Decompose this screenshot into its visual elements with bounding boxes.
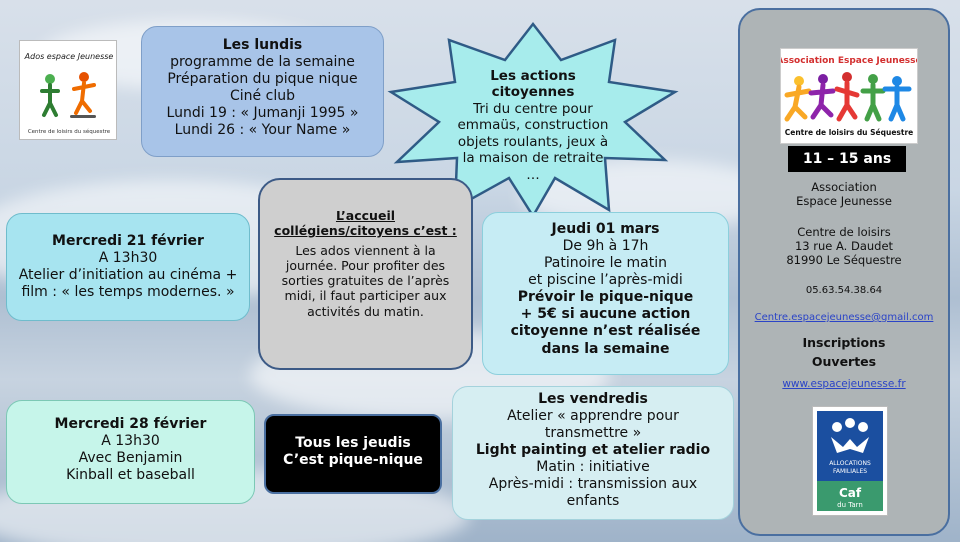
accueil-title: L’accueil collégiens/citoyens c’est :	[274, 208, 457, 239]
pique-nique-line: Tous les jeudis	[295, 435, 411, 451]
address-line: Centre de loisirs	[797, 225, 891, 239]
inscriptions-block	[740, 334, 948, 372]
mercredi-28-title: Mercredi 28 février	[54, 416, 207, 432]
caf-du-tarn-logo	[812, 406, 888, 516]
mercredi-28-card	[6, 400, 255, 504]
pique-nique-line: C’est pique-nique	[283, 452, 423, 469]
actions-line: Tri du centre pour	[473, 100, 593, 117]
assoc-line: Association	[811, 180, 877, 194]
running-kids-icon	[781, 49, 917, 143]
lundis-card	[141, 26, 384, 157]
caf-logo-icon	[813, 407, 887, 515]
accueil-text: Les ados viennent à la journée. Pour profiter des sorties gratuites de l’après midi, il faut participer aux activités du matin.	[281, 242, 450, 319]
actions-line: emmaüs, construction	[457, 117, 609, 134]
mercredi-28-line: Avec Benjamin	[78, 450, 183, 467]
inscriptions-line: Ouvertes	[811, 353, 877, 369]
lundis-line: Lundi 26 : « Your Name »	[174, 122, 351, 139]
logo-left-subtitle-text: Centre de loisirs du séquestre	[27, 129, 111, 135]
caf-text: ALLOCATIONS	[829, 460, 871, 467]
address-block	[740, 225, 948, 267]
jeudi-line: Patinoire le matin	[543, 255, 668, 272]
logo-left-name-text: Ados espace Jeunesse	[24, 52, 114, 61]
actions-citoyennes-text	[455, 68, 611, 183]
kids-illustration-icon	[20, 41, 118, 141]
lundis-line: Ciné club	[230, 88, 295, 105]
vendredis-line: enfants	[566, 493, 620, 510]
vendredis-card	[452, 386, 734, 520]
jeudi-01-mars-card	[482, 212, 729, 375]
vendredis-line: Matin : initiative	[536, 459, 650, 476]
jeudi-line: De 9h à 17h	[562, 238, 649, 255]
lundis-line: Lundi 19 : « Jumanji 1995 »	[166, 105, 359, 122]
jeudi-bold-line: dans la semaine	[541, 340, 670, 357]
assoc-line: Espace Jeunesse	[796, 194, 892, 209]
caf-text: du Tarn	[837, 501, 863, 509]
actions-title: Les actions citoyennes	[490, 68, 576, 101]
mercredi-28-line: Kinball et baseball	[66, 467, 195, 484]
mercredi-21-line: A 13h30	[98, 250, 158, 267]
age-range-badge: 11 – 15 ans	[788, 146, 906, 172]
lundis-line: programme de la semaine	[170, 54, 355, 71]
pique-nique-card	[264, 414, 442, 494]
caf-text: FAMILIALES	[832, 468, 868, 475]
mercredi-21-title: Mercredi 21 février	[52, 233, 204, 249]
mercredi-21-card	[6, 213, 250, 321]
website-link[interactable]: www.espacejeunesse.fr	[782, 378, 906, 390]
address-line: 81990 Le Séquestre	[786, 253, 902, 268]
info-sidebar	[738, 8, 950, 536]
ados-espace-jeunesse-logo	[19, 40, 117, 140]
mercredi-28-line: A 13h30	[101, 433, 160, 450]
logo-bottom-text: Centre de loisirs du Séquestre	[784, 128, 914, 137]
mercredi-21-line: Atelier d’initiation au cinéma +	[18, 267, 238, 284]
lundis-line: Préparation du pique nique	[167, 71, 358, 88]
jeudi-title: Jeudi 01 mars	[551, 221, 660, 237]
logo-top-text: Association Espace Jeunesse	[781, 56, 917, 66]
actions-line: la maison de retraite …	[462, 150, 604, 183]
vendredis-line: Après-midi : transmission aux	[488, 476, 698, 493]
accueil-card	[258, 178, 473, 370]
jeudi-bold-line: Prévoir le pique-nique	[517, 289, 694, 306]
address-line: 13 rue A. Daudet	[794, 239, 894, 254]
lundis-title: Les lundis	[222, 37, 303, 53]
association-block	[740, 180, 948, 208]
jeudi-bold-line: citoyenne n’est réalisée	[510, 323, 701, 340]
association-espace-jeunesse-logo	[780, 48, 918, 144]
phone-number: 05.63.54.38.64	[805, 285, 883, 296]
inscriptions-line: Inscriptions	[802, 335, 886, 350]
jeudi-line: et piscine l’après-midi	[528, 272, 683, 289]
vendredis-line: transmettre »	[544, 425, 642, 442]
vendredis-line: Atelier « apprendre pour	[507, 408, 679, 425]
mercredi-21-line: film : « les temps modernes. »	[21, 284, 235, 301]
jeudi-bold-line: + 5€ si aucune action	[520, 306, 691, 323]
actions-line: objets roulants, jeux à	[457, 133, 609, 150]
email-link[interactable]: Centre.espacejeunesse@gmail.com	[754, 312, 934, 323]
vendredis-title: Les vendredis	[538, 391, 648, 407]
vendredis-bold-line: Light painting et atelier radio	[475, 442, 711, 459]
caf-text: Caf	[838, 486, 862, 500]
